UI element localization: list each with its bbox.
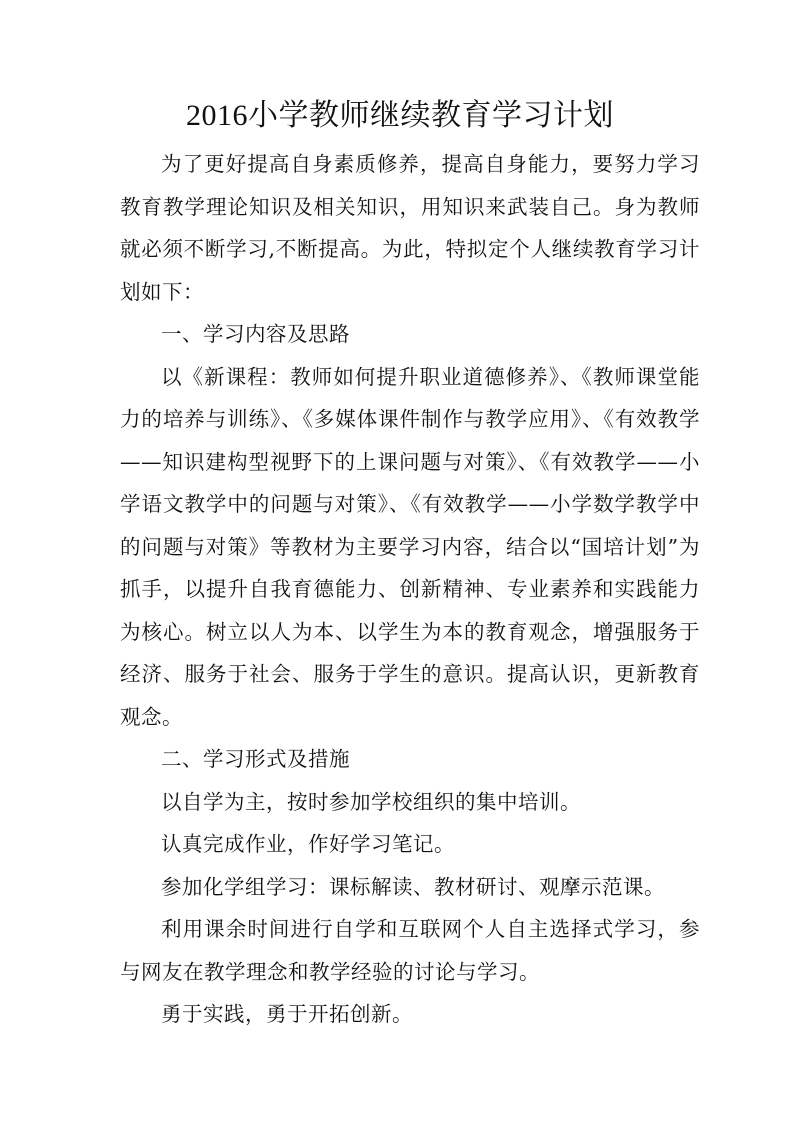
document-body xyxy=(120,143,700,1036)
measure-item: 认真完成作业，作好学习笔记。 xyxy=(161,832,455,856)
measure-item: 勇于实践，勇于开拓创新。 xyxy=(161,1002,413,1026)
section-heading-measures: 二、学习形式及措施 xyxy=(161,747,350,771)
measure-item: 参加化学组学习：课标解读、教材研讨、观摩示范课。 xyxy=(161,874,665,899)
content-paragraph: 以《新课程：教师如何提升职业道德修养》、《教师课堂能力的培养与训练》、《多媒体课件制作与教学应用》、《有效教学——知识建构型视野下的上课问题与对策》、《有效教学——小学语文教学中的问题与对策》、《有效教学——小学数学教学中的问题与对策》等教材为主要学习内容，结合以“国培计划”为抓手，以提升自我育德能力、创新精神、专业素养和实践能力为核心。树立以人为本、以学生为本的教育观念，增强服务于经济、服务于社会、服务于学生的意识。提高认识，更新教育观念。 xyxy=(120,364,700,729)
measure-item: 利用课余时间进行自学和互联网个人自主选择式学习，参与网友在教学理念和教学经验的讨论与学习。 xyxy=(120,917,700,984)
intro-paragraph: 为了更好提高自身素质修养，提高自身能力，要努力学习教育教学理论知识及相关知识，用知识来武装自己。身为教师就必须不断学习,不断提高。为此，特拟定个人继续教育学习计划如下： xyxy=(120,152,700,304)
document-title: 2016小学教师继续教育学习计划 xyxy=(186,99,614,132)
measure-item: 以自学为主，按时参加学校组织的集中培训。 xyxy=(161,789,581,814)
section-heading-content: 一、学习内容及思路 xyxy=(161,322,350,346)
